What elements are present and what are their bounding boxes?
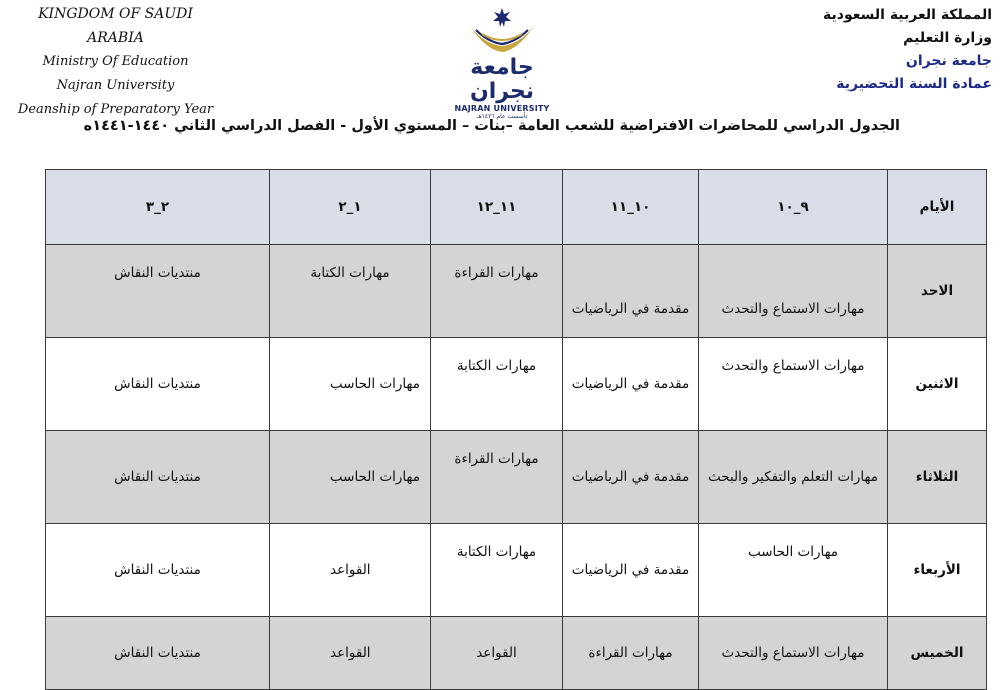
table-row: [46, 245, 987, 338]
university-line-ar: جامعة نجران: [905, 53, 992, 69]
table-row: [46, 431, 987, 524]
ministry-line-ar: وزارة التعليم: [903, 30, 992, 46]
deanship-line: Deanship of Preparatory Year: [17, 102, 214, 117]
logo-emblem-icon: [464, 6, 540, 58]
time-header: ٩_١٠: [699, 170, 888, 245]
table-cell: مهارات الكتابة: [431, 338, 563, 431]
arabic-letterhead: [823, 4, 992, 96]
schedule-title: الجدول الدراسي للمحاضرات الافتراضية للشعب العامة –بنات – المستوي الأول - الفصل الدراسي الثاني ١٤٤٠-١٤٤١ه: [83, 118, 900, 134]
day-cell: الاثنين: [888, 338, 987, 431]
table-cell: مهارات التعلم والتفكير والبحث: [699, 431, 888, 524]
table-row: [46, 617, 987, 690]
table-cell: مهارات الاستماع والتحدث: [699, 338, 888, 431]
day-cell: الأربعاء: [888, 524, 987, 617]
table-cell: منتديات النقاش: [46, 338, 270, 431]
logo-arabic-name: جامعة نجران: [469, 55, 535, 104]
table-cell: مهارات الحاسب: [699, 524, 888, 617]
logo-founded-text: تأسست عام ١٤٢٦هـ: [476, 113, 528, 120]
ministry-line: Ministry Of Education: [42, 54, 189, 69]
table-cell: مهارات الكتابة: [270, 245, 431, 338]
table-cell: منتديات النقاش: [46, 617, 270, 690]
logo-english-name: NAJRAN UNIVERSITY: [454, 104, 550, 113]
schedule-table: [45, 169, 987, 690]
deanship-line-ar: عمادة السنة التحضيرية: [836, 76, 992, 92]
table-cell: القواعد: [270, 524, 431, 617]
time-header: ١١_١٢: [431, 170, 563, 245]
time-header: ٢_٣: [46, 170, 270, 245]
table-cell: منتديات النقاش: [46, 431, 270, 524]
header-row: [46, 170, 987, 245]
day-cell: الاحد: [888, 245, 987, 338]
table-cell: منتديات النقاش: [46, 524, 270, 617]
table-row: [46, 524, 987, 617]
day-cell: الثلاثاء: [888, 431, 987, 524]
university-line: Najran University: [56, 78, 175, 93]
kingdom-line: KINGDOM OF SAUDI ARABIA: [38, 6, 193, 46]
university-logo: [447, 6, 557, 120]
table-cell: مقدمة في الرياضيات: [563, 245, 699, 338]
table-cell: مهارات الاستماع والتحدث: [699, 245, 888, 338]
kingdom-line-ar: المملكة العربية السعودية: [823, 7, 992, 23]
table-cell: مقدمة في الرياضيات: [563, 524, 699, 617]
table-row: [46, 338, 987, 431]
table-cell: مقدمة في الرياضيات: [563, 338, 699, 431]
table-cell: القواعد: [270, 617, 431, 690]
table-cell: مقدمة في الرياضيات: [563, 431, 699, 524]
time-header: ١٠_١١: [563, 170, 699, 245]
table-cell: مهارات الحاسب: [270, 338, 431, 431]
table-cell: مهارات القراءة: [431, 431, 563, 524]
days-header: الأيام: [888, 170, 987, 245]
table-cell: مهارات القراءة: [563, 617, 699, 690]
table-cell: مهارات الاستماع والتحدث: [699, 617, 888, 690]
english-letterhead: [8, 2, 223, 122]
day-cell: الخميس: [888, 617, 987, 690]
table-cell: مهارات الكتابة: [431, 524, 563, 617]
table-cell: مهارات القراءة: [431, 245, 563, 338]
table-cell: منتديات النقاش: [46, 245, 270, 338]
table-cell: القواعد: [431, 617, 563, 690]
time-header: ١_٢: [270, 170, 431, 245]
table-cell: مهارات الحاسب: [270, 431, 431, 524]
